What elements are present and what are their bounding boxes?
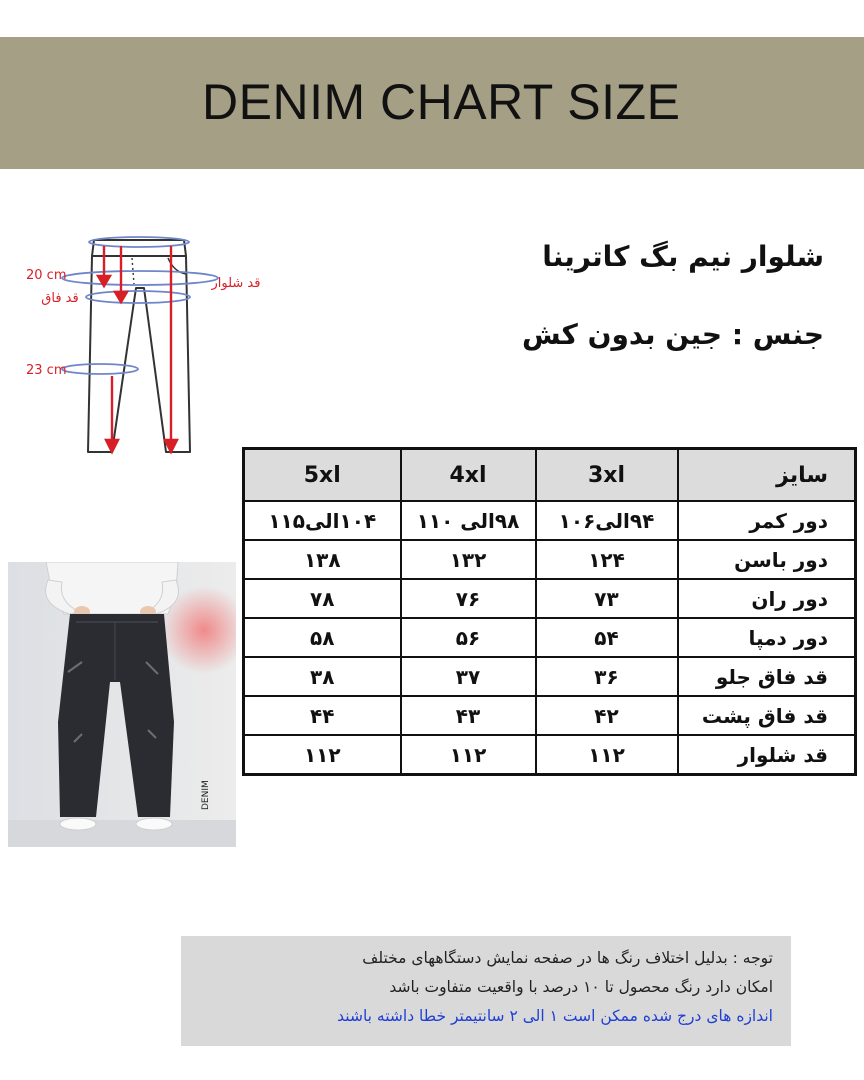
note-line-2: امکان دارد رنگ محصول تا ۱۰ درصد با واقعیت متفاوت باشد [389,978,773,996]
note-box [181,936,791,1046]
page-title: DENIM CHART SIZE [202,74,681,130]
table-cell: ۱۰۴الی۱۱۵ [244,501,401,540]
header-3xl: 3xl [536,449,678,502]
table-cell: ۱۳۲ [401,540,536,579]
table-row [244,618,856,657]
table-cell: ۱۲۴ [536,540,678,579]
table-row [244,540,856,579]
table-cell: ۹۴الی۱۰۶ [536,501,678,540]
header-5xl: 5xl [244,449,401,502]
knee-measure-label: 23 cm [26,363,67,378]
header-size: سایز [678,449,856,502]
row-label: قد شلوار [678,735,856,775]
photo-brand-tag: DENIM [201,780,211,810]
product-photo [8,562,236,847]
table-row [244,657,856,696]
table-row [244,579,856,618]
table-cell: ۱۱۲ [536,735,678,775]
table-row [244,501,856,540]
table-header-row [244,449,856,502]
pants-measurement-diagram [20,226,282,462]
note-line-1: توجه : بدلیل اختلاف رنگ ها در صفحه نمایش دستگاههای مختلف [362,949,773,967]
table-cell: ۱۱۲ [401,735,536,775]
table-cell: ۵۶ [401,618,536,657]
header-4xl: 4xl [401,449,536,502]
table-cell: ۳۸ [244,657,401,696]
row-label: دور کمر [678,501,856,540]
row-label: دور ران [678,579,856,618]
measure-arrows [98,246,177,452]
photo-floor [8,820,236,847]
table-row [244,735,856,775]
measure-ellipses [62,237,218,374]
table-cell: ۷۳ [536,579,678,618]
size-table [242,447,857,776]
table-cell: ۱۳۸ [244,540,401,579]
table-cell: ۷۶ [401,579,536,618]
crotch-measure-label: قد فاق [41,291,79,306]
table-cell: ۴۲ [536,696,678,735]
table-row [244,696,856,735]
table-cell: ۳۷ [401,657,536,696]
note-line-3: اندازه های درج شده ممکن است ۱ الی ۲ سانتیمتر خطا داشته باشند [337,1007,773,1025]
row-label: دور دمپا [678,618,856,657]
product-material: جنس : جین بدون کش [521,318,824,351]
row-label: قد فاق پشت [678,696,856,735]
table-cell: ۷۸ [244,579,401,618]
table-cell: ۵۴ [536,618,678,657]
length-measure-label: قد شلوار [211,276,261,291]
row-label: دور باسن [678,540,856,579]
table-cell: ۹۸الی ۱۱۰ [401,501,536,540]
table-cell: ۴۳ [401,696,536,735]
table-cell: ۳۶ [536,657,678,696]
waist-measure-label: 20 cm [26,268,67,283]
table-cell: ۵۸ [244,618,401,657]
product-name: شلوار نیم بگ کاترینا [542,240,824,273]
table-cell: ۱۱۲ [244,735,401,775]
table-cell: ۴۴ [244,696,401,735]
row-label: قد فاق جلو [678,657,856,696]
